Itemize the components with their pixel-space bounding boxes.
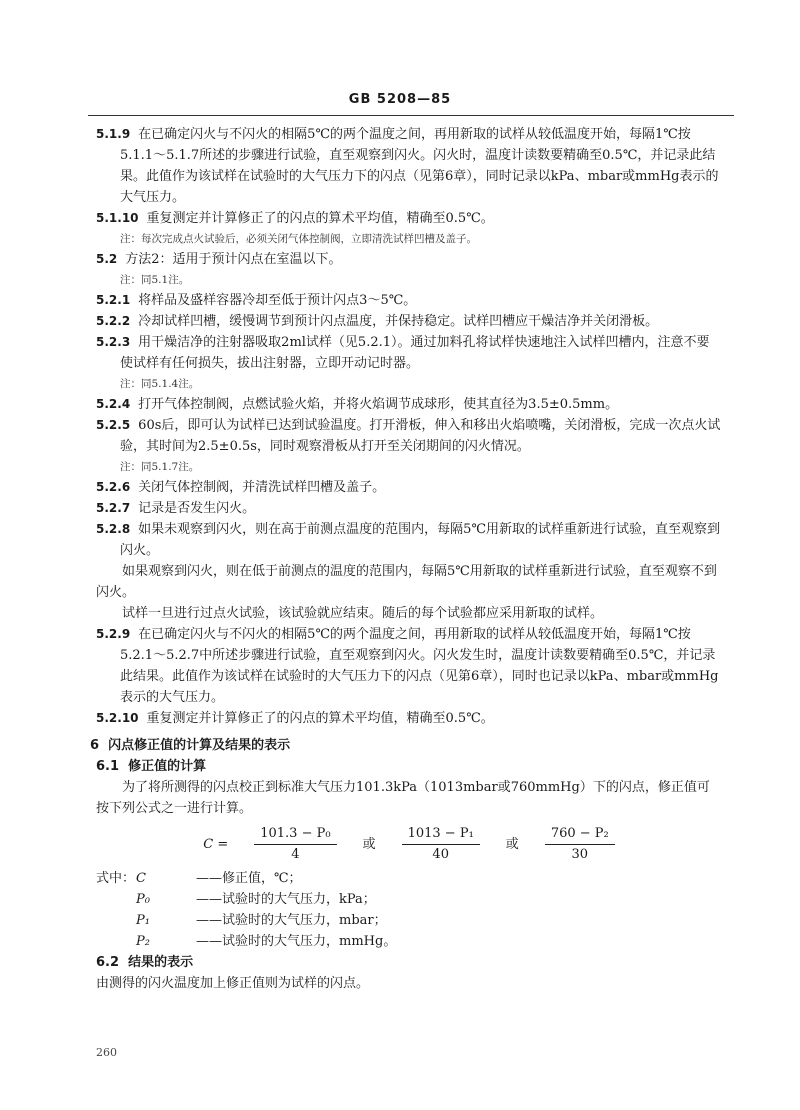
clause-5-2-10: 5.2.10 重复测定并计算修正了的闪点的算术平均值，精确至0.5℃。 xyxy=(96,711,494,726)
clause-5-2-6: 5.2.6 关闭气体控制阀，并清洗试样凹槽及盖子。 xyxy=(96,480,386,495)
document-body xyxy=(90,124,722,994)
clause-5-2-4: 5.2.4 打开气体控制阀，点燃试验火焰，并将火焰调节成球形，使其直径为3.5±0.5mm。 xyxy=(96,397,619,412)
paragraph: 试样一旦进行过点火试验，该试验就应结束。随后的每个试验都应采用新取的试样。 xyxy=(122,606,604,621)
paragraph: 为了将所测得的闪点校正到标准大气压力101.3kPa（1013mbar或760mmHg）下的闪点，修正值可按下列公式之一进行计算。 xyxy=(96,780,710,816)
note: 注：同5.1注。 xyxy=(120,274,190,286)
or-label: 或 xyxy=(362,837,376,852)
definition-row: 式中： C ——修正值，℃； xyxy=(96,871,302,886)
clause-5-2-3: 5.2.3 用干燥洁净的注射器吸取2ml试样（见5.2.1）。通过加料孔将试样快速地注入试样凹槽内，注意不要使试样有任何损失，拔出注射器，立即开动记时器。 xyxy=(96,335,710,371)
paragraph: 如果观察到闪火，则在低于前测点的温度的范围内，每隔5℃用新取的试样重新进行试验，直至观察不到闪火。 xyxy=(96,564,717,600)
note: 注：同5.1.7注。 xyxy=(120,461,200,473)
clause-5-2-7: 5.2.7 记录是否发生闪火。 xyxy=(96,501,256,516)
formula-lhs: C = xyxy=(203,837,229,852)
section-6-1-heading: 6.1 修正值的计算 xyxy=(96,759,207,774)
clause-5-2-2: 5.2.2 冷却试样凹槽，缓慢调节到预计闪点温度，并保持稳定。试样凹槽应干燥洁净并关闭滑板。 xyxy=(96,314,659,329)
definition-row: P₀ ——试验时的大气压力，kPa； xyxy=(136,892,376,907)
paragraph: 由测得的闪火温度加上修正值则为试样的闪点。 xyxy=(96,976,370,991)
clause-5-2-9: 5.2.9 在已确定闪火与不闪火的相隔5℃的两个温度之间，再用新取的试样从较低温度开始，每隔1℃按5.2.1～5.2.7中所述步骤进行试验，直至观察到闪火。闪火发生时，温度计读数要精确至0.5℃，并记录此结果。此值作为该试样在试验时的大气压力下的闪点（见第6章），同时也记录以kPa、mbar或mmHg表示的大气压力。 xyxy=(96,627,719,705)
page-header: GB 5208—85 xyxy=(348,92,452,107)
definition-row: P₂ ——试验时的大气压力，mmHg。 xyxy=(136,934,397,949)
definition-row: P₁ ——试验时的大气压力，mbar； xyxy=(136,913,387,928)
note: 注：同5.1.4注。 xyxy=(120,378,200,390)
section-6-heading: 6 闪点修正值的计算及结果的表示 xyxy=(90,738,291,753)
page-number: 260 xyxy=(96,1046,117,1059)
note: 注：每次完成点火试验后，必须关闭气体控制阀，立即清洗试样凹槽及盖子。 xyxy=(120,233,477,245)
fraction: $\frac{\text{760 − P₂}}{30}$ xyxy=(545,825,615,864)
fraction: $\frac{\text{1013 − P₁}}{40}$ xyxy=(402,825,480,864)
clause-5-2-8: 5.2.8 如果未观察到闪火，则在高于前测点温度的范围内，每隔5℃用新取的试样重新进行试验，直至观察到闪火。 xyxy=(96,522,720,558)
section-6-2-heading: 6.2 结果的表示 xyxy=(96,955,194,970)
or-label: 或 xyxy=(505,837,519,852)
clause-5-1-10: 5.1.10 重复测定并计算修正了的闪点的算术平均值，精确至0.5℃。 xyxy=(96,211,494,226)
fraction: $\frac{\text{101.3 − P₀}}{4}$ xyxy=(254,825,336,864)
correction-formula xyxy=(96,825,722,864)
clause-5-2-5: 5.2.5 60s后，即可认为试样已达到试验温度。打开滑板，伸入和移出火焰喷嘴，关闭滑板，完成一次点火试验，其时间为2.5±0.5s，同时观察滑板从打开至关闭期间的闪火情况。 xyxy=(96,418,721,454)
header-rule xyxy=(88,115,734,116)
symbol-definitions xyxy=(96,868,722,952)
clause-5-2: 5.2 方法2：适用于预计闪点在室温以下。 xyxy=(96,252,342,267)
clause-5-2-1: 5.2.1 将样品及盛样容器冷却至低于预计闪点3～5℃。 xyxy=(96,293,417,308)
clause-5-1-9: 5.1.9 在已确定闪火与不闪火的相隔5℃的两个温度之间，再用新取的试样从较低温度开始，每隔1℃按5.1.1～5.1.7所述的步骤进行试验，直至观察到闪火。闪火时，温度计读数要精确至0.5℃，并记录此结果。此值作为该试样在试验时的大气压力下的闪点（见第6章），同时记录以kPa、mbar或mmHg表示的大气压力。 xyxy=(96,127,719,205)
